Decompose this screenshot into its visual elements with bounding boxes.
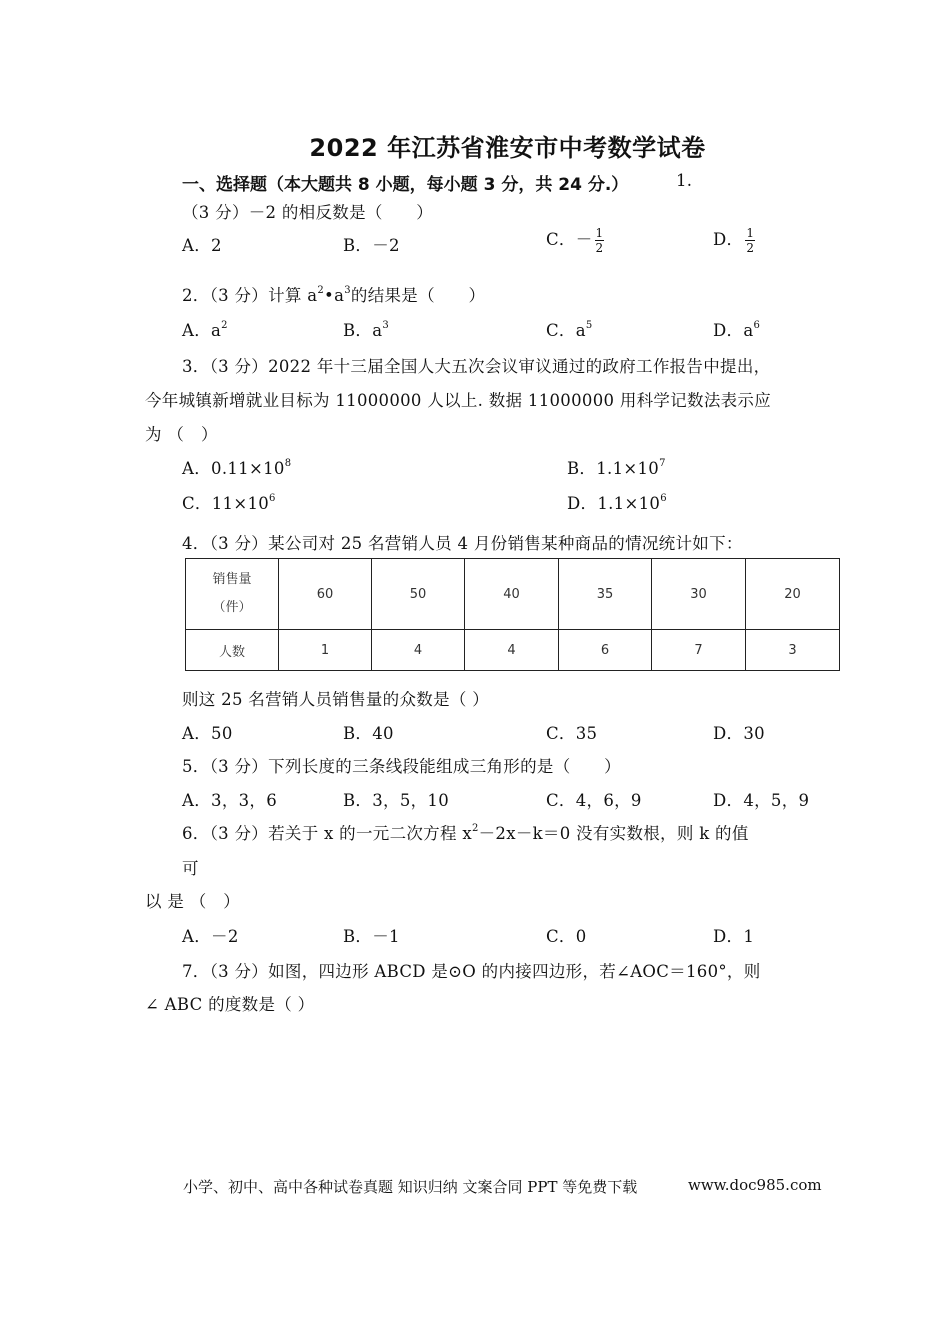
option-a: A．2 — [182, 236, 222, 255]
option-b: B．－1 — [343, 927, 400, 946]
question-stem: 2．（3 分）计算 $a^2•a^3$的结果是（ ） — [182, 284, 486, 305]
option-c: C．35 — [546, 724, 598, 743]
option-d: D．30 — [713, 724, 765, 743]
table-cell: 4 — [372, 630, 465, 671]
table-header-cell: 人数 — [186, 630, 279, 671]
question-stem: 则这 25 名营销人员销售量的众数是（ ） — [182, 690, 490, 709]
option-d: D．1 — [713, 927, 755, 946]
table-row — [186, 630, 840, 671]
question-stem: （3 分）－2 的相反数是（ ） — [182, 203, 434, 222]
table-cell: 50 — [372, 559, 465, 630]
question-stem-line: 今年城镇新增就业目标为 11000000 人以上. 数据 11000000 用科学记数法表示应 — [145, 391, 772, 410]
table-cell: 35 — [559, 559, 652, 630]
fraction: $\frac{1}{2}$ — [746, 226, 755, 255]
section-heading: 一、选择题（本大题共 8 小题，每小题 3 分，共 24 分.） — [182, 175, 629, 195]
question-stem-line: 6．（3 分）若关于 x 的一元二次方程 $x^2-2x-k=0$ 没有实数根，则 k 的值 — [182, 822, 749, 843]
option-b: B．－2 — [343, 236, 400, 255]
table-cell: 4 — [465, 630, 559, 671]
question-stem-line: 以 是 （ ） — [145, 892, 241, 911]
option-d: D．$a^6$ — [713, 319, 761, 340]
option-c: C．$11\times 10^6$ — [182, 492, 276, 513]
table-cell: 3 — [746, 630, 840, 671]
question-stem: 4．（3 分）某公司对 25 名营销人员 4 月份销售某种商品的情况统计如下： — [182, 534, 743, 553]
option-a: A．－2 — [182, 927, 239, 946]
option-d-label: D． — [713, 230, 744, 249]
question-stem-line: 7．（3 分）如图，四边形 ABCD 是⊙O 的内接四边形，若∠AOC＝160°，则 — [182, 962, 761, 981]
table-cell: 30 — [652, 559, 746, 630]
option-c — [546, 226, 604, 255]
table-cell: 40 — [465, 559, 559, 630]
table-cell: 7 — [652, 630, 746, 671]
question-stem-line: 可 — [182, 859, 199, 878]
table-cell: 60 — [279, 559, 372, 630]
option-c: C．4，6，9 — [546, 791, 642, 810]
option-d: D．$1.1\times 10^6$ — [567, 492, 667, 513]
option-a: A．3，3，6 — [182, 791, 278, 810]
option-c-label: C．－ — [546, 230, 593, 249]
sales-table — [185, 558, 840, 671]
fraction: $\frac{1}{2}$ — [595, 226, 604, 255]
table-header-cell: 销售量 （件） — [186, 559, 279, 630]
footer-text: 小学、初中、高中各种试卷真题 知识归纳 文案合同 PPT 等免费下载 — [183, 1178, 638, 1196]
question-stem-line: 为 （ ） — [145, 425, 218, 444]
question-stem-line: 3．（3 分）2022 年十三届全国人大五次会议审议通过的政府工作报告中提出， — [182, 357, 771, 376]
table-cell: 6 — [559, 630, 652, 671]
page-title: 2022 年江苏省淮安市中考数学试卷 — [309, 134, 706, 162]
question-stem: 5．（3 分）下列长度的三条线段能组成三角形的是（ ） — [182, 757, 621, 776]
footer-link[interactable]: www.doc985.com — [688, 1176, 822, 1194]
option-b: B．3，5，10 — [343, 791, 450, 810]
option-c: C．$a^5$ — [546, 319, 593, 340]
table-cell: 1 — [279, 630, 372, 671]
option-a: A．$0.11\times 10^8$ — [182, 457, 292, 478]
option-a: A．$a^2$ — [182, 319, 228, 340]
question-number: 1. — [676, 171, 693, 190]
option-b: B．$a^3$ — [343, 319, 390, 340]
option-a: A．50 — [182, 724, 233, 743]
option-d — [713, 226, 755, 255]
option-c: C．0 — [546, 927, 587, 946]
question-stem-line: ∠ ABC 的度数是（ ） — [145, 995, 315, 1014]
table-row — [186, 559, 840, 630]
table-cell: 20 — [746, 559, 840, 630]
option-b: B．40 — [343, 724, 394, 743]
option-d: D．4，5，9 — [713, 791, 810, 810]
option-b: B．$1.1\times 10^7$ — [567, 457, 666, 478]
